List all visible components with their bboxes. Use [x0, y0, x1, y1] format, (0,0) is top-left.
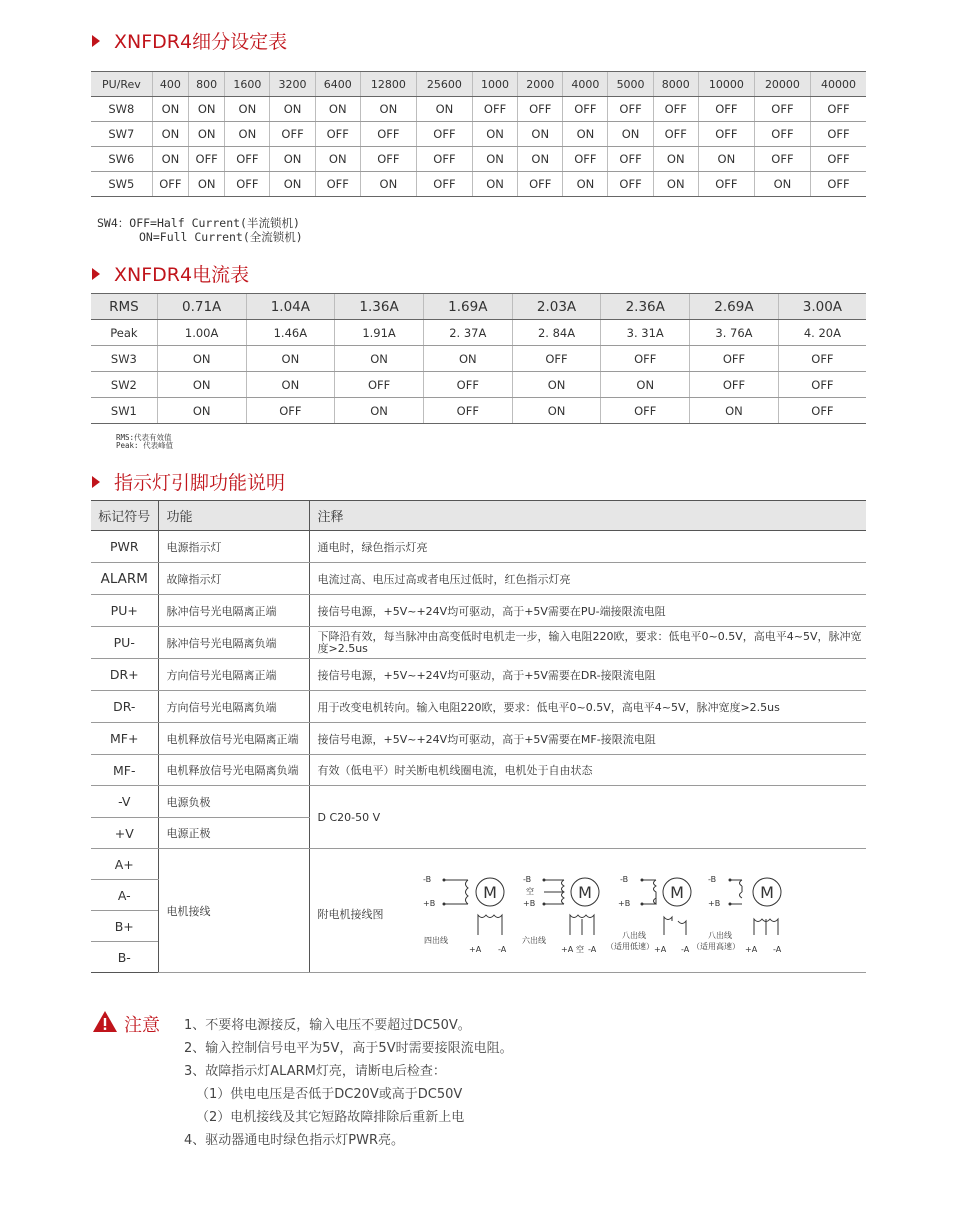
- switch-state: ON: [315, 147, 360, 172]
- switch-state: OFF: [698, 97, 754, 122]
- pin-row: [91, 563, 866, 595]
- switch-state: OFF: [608, 147, 653, 172]
- wiring-label-minusA: -A: [497, 945, 506, 954]
- switch-state: OFF: [810, 122, 866, 147]
- switch-label: SW8: [91, 97, 152, 122]
- row-value: 3. 31A: [601, 320, 690, 346]
- wiring-label-d4b: （适用高速）: [691, 942, 740, 951]
- pin-function: 方向信号光电隔离负端: [158, 691, 309, 723]
- triangle-icon: [92, 268, 100, 280]
- pin-symbol: A+: [91, 849, 158, 880]
- pin-symbol: B+: [91, 911, 158, 942]
- header-function: 功能: [158, 501, 309, 531]
- current-row: [91, 320, 866, 346]
- pin-function: 方向信号光电隔离正端: [158, 659, 309, 691]
- switch-state: ON: [152, 122, 188, 147]
- header-step-value: 1600: [225, 72, 270, 97]
- row-value: 2. 37A: [423, 320, 512, 346]
- wiring-label-plusB: +B: [522, 899, 535, 908]
- row-value: OFF: [601, 346, 690, 372]
- switch-state: OFF: [608, 97, 653, 122]
- switch-state: OFF: [754, 97, 810, 122]
- row-label: SW2: [91, 372, 157, 398]
- switch-state: OFF: [563, 147, 608, 172]
- header-step-value: 1000: [472, 72, 517, 97]
- warning-line: 2、输入控制信号电平为5V，高于5V时需要接限流电阻。: [184, 1041, 513, 1056]
- motor-wiring-label: 附电机接线图: [317, 908, 384, 921]
- pin-table: [91, 500, 866, 973]
- row-value: ON: [157, 346, 246, 372]
- header-step-value: 6400: [315, 72, 360, 97]
- wiring-label-plusA: +A: [653, 945, 666, 954]
- current-row: [91, 372, 866, 398]
- pin-row: [91, 755, 866, 786]
- header-rms-value: 1.69A: [423, 294, 512, 320]
- row-value: OFF: [246, 398, 335, 424]
- header-step-value: 10000: [698, 72, 754, 97]
- current-row: [91, 398, 866, 424]
- row-label: SW1: [91, 398, 157, 424]
- pin-row: [91, 723, 866, 755]
- row-value: 2. 84A: [512, 320, 601, 346]
- switch-state: OFF: [360, 122, 416, 147]
- switch-label: SW5: [91, 172, 152, 197]
- pin-note: 通电时，绿色指示灯亮: [309, 531, 866, 563]
- switch-state: OFF: [754, 147, 810, 172]
- row-value: OFF: [512, 346, 601, 372]
- warning-line: 1、不要将电源接反，输入电压不要超过DC50V。: [184, 1018, 471, 1033]
- switch-state: ON: [472, 147, 517, 172]
- pin-row: [91, 691, 866, 723]
- motor-wiring-diagram: [420, 863, 890, 963]
- microstep-table: [91, 71, 866, 197]
- switch-state: OFF: [225, 172, 270, 197]
- section-title-text: XNFDR4细分设定表: [114, 31, 288, 53]
- switch-state: OFF: [810, 172, 866, 197]
- rms-note: [116, 434, 173, 450]
- row-value: OFF: [690, 372, 779, 398]
- switch-state: OFF: [810, 97, 866, 122]
- pin-symbol: -V: [91, 786, 158, 818]
- pin-symbol: ALARM: [91, 563, 158, 595]
- row-value: OFF: [335, 372, 424, 398]
- row-value: OFF: [778, 346, 866, 372]
- header-rms-value: 0.71A: [157, 294, 246, 320]
- row-value: ON: [246, 372, 335, 398]
- switch-state: OFF: [698, 172, 754, 197]
- section-title-microstep: [92, 27, 287, 54]
- wiring-label-plusB: +B: [617, 899, 630, 908]
- header-symbol: 标记符号: [91, 501, 158, 531]
- header-rms-value: 1.04A: [246, 294, 335, 320]
- switch-state: ON: [472, 122, 517, 147]
- switch-state: OFF: [754, 122, 810, 147]
- switch-state: ON: [189, 97, 225, 122]
- row-value: ON: [690, 398, 779, 424]
- switch-state: ON: [152, 97, 188, 122]
- row-value: ON: [512, 372, 601, 398]
- warning-line: （2）电机接线及其它短路故障排除后重新上电: [196, 1110, 465, 1125]
- switch-label: SW6: [91, 147, 152, 172]
- pin-note: 有效（低电平）时关断电机线圈电流，电机处于自由状态: [309, 755, 866, 786]
- wiring-label-minusB: -B: [619, 875, 628, 884]
- row-value: OFF: [423, 372, 512, 398]
- microstep-row: [91, 147, 866, 172]
- switch-state: OFF: [315, 172, 360, 197]
- header-step-value: 25600: [416, 72, 472, 97]
- warning-line: 4、驱动器通电时绿色指示灯PWR亮。: [184, 1133, 404, 1148]
- section-title-pins: [92, 468, 285, 495]
- microstep-row: [91, 172, 866, 197]
- pin-symbol: DR-: [91, 691, 158, 723]
- pin-symbol: B-: [91, 942, 158, 973]
- switch-state: ON: [416, 97, 472, 122]
- warning-icon: [92, 1010, 118, 1033]
- pin-symbol: MF+: [91, 723, 158, 755]
- switch-state: ON: [653, 172, 698, 197]
- wiring-label-minusB: -B: [707, 875, 716, 884]
- switch-state: ON: [225, 97, 270, 122]
- pin-note: 接信号电源，+5V~+24V均可驱动，高于+5V需要在MF-接限流电阻: [309, 723, 866, 755]
- pin-function: 故障指示灯: [158, 563, 309, 595]
- switch-state: OFF: [518, 97, 563, 122]
- header-step-value: 3200: [270, 72, 315, 97]
- pin-function: 电源指示灯: [158, 531, 309, 563]
- switch-state: OFF: [152, 172, 188, 197]
- header-step-value: 4000: [563, 72, 608, 97]
- header-pu-rev: PU/Rev: [91, 72, 152, 97]
- header-rms-value: 2.69A: [690, 294, 779, 320]
- row-value: ON: [423, 346, 512, 372]
- row-label: SW3: [91, 346, 157, 372]
- switch-state: OFF: [698, 122, 754, 147]
- pin-table-header: [91, 501, 866, 531]
- wiring-label-m: M: [669, 883, 684, 902]
- switch-state: ON: [270, 147, 315, 172]
- row-value: 4. 20A: [778, 320, 866, 346]
- pin-note: 接信号电源，+5V~+24V均可驱动，高于+5V需要在PU-端接限流电阻: [309, 595, 866, 627]
- switch-state: ON: [518, 122, 563, 147]
- switch-state: ON: [608, 122, 653, 147]
- row-value: 1.46A: [246, 320, 335, 346]
- pin-note: 下降沿有效，每当脉冲由高变低时电机走一步，输入电阻220欧，要求：低电平0~0.5V，高电平4~5V，脉冲宽度>2.5us: [309, 627, 866, 659]
- pin-note: 电流过高、电压过高或者电压过低时，红色指示灯亮: [309, 563, 866, 595]
- switch-state: ON: [472, 172, 517, 197]
- wiring-label-minusB: -B: [522, 875, 531, 884]
- current-header-row: [91, 294, 866, 320]
- microstep-row: [91, 122, 866, 147]
- wiring-label-d2: 六出线: [521, 936, 546, 945]
- switch-state: OFF: [472, 97, 517, 122]
- pin-row: [91, 627, 866, 659]
- row-value: ON: [335, 346, 424, 372]
- switch-state: ON: [563, 122, 608, 147]
- row-value: 3. 76A: [690, 320, 779, 346]
- header-step-value: 400: [152, 72, 188, 97]
- switch-state: ON: [754, 172, 810, 197]
- switch-state: OFF: [416, 122, 472, 147]
- warning-line: （1）供电电压是否低于DC20V或高于DC50V: [196, 1087, 463, 1102]
- pin-function: 脉冲信号光电隔离正端: [158, 595, 309, 627]
- wiring-label-plusB: +B: [707, 899, 720, 908]
- pin-function: 电源正极: [158, 818, 309, 849]
- pin-symbol: MF-: [91, 755, 158, 786]
- switch-state: OFF: [416, 172, 472, 197]
- switch-state: OFF: [518, 172, 563, 197]
- header-rms: RMS: [91, 294, 157, 320]
- switch-state: OFF: [810, 147, 866, 172]
- switch-state: OFF: [608, 172, 653, 197]
- pin-symbol: PU-: [91, 627, 158, 659]
- row-value: ON: [512, 398, 601, 424]
- row-value: OFF: [423, 398, 512, 424]
- current-row: [91, 346, 866, 372]
- current-table: [91, 293, 866, 424]
- header-rms-value: 2.03A: [512, 294, 601, 320]
- motor-wiring-cell: [309, 849, 866, 973]
- row-value: OFF: [601, 398, 690, 424]
- warning-line: 3、故障指示灯ALARM灯亮，请断电后检查：: [184, 1064, 446, 1079]
- wiring-label-m: M: [482, 883, 497, 902]
- pin-row: [91, 786, 866, 818]
- row-value: ON: [601, 372, 690, 398]
- wiring-label-kong: 空: [525, 887, 534, 896]
- switch-label: SW7: [91, 122, 152, 147]
- switch-state: OFF: [563, 97, 608, 122]
- section-title-current: [92, 260, 249, 287]
- pin-note: 用于改变电机转向。输入电阻220欧，要求：低电平0~0.5V，高电平4~5V，脉冲宽度>2.5us: [309, 691, 866, 723]
- switch-state: ON: [270, 172, 315, 197]
- pin-symbol: +V: [91, 818, 158, 849]
- wiring-label-kong: 空: [575, 945, 584, 954]
- row-value: OFF: [778, 398, 866, 424]
- switch-state: ON: [698, 147, 754, 172]
- switch-state: ON: [189, 122, 225, 147]
- switch-state: ON: [518, 147, 563, 172]
- switch-state: OFF: [653, 97, 698, 122]
- pin-function: 电机接线: [158, 849, 309, 973]
- wiring-label-d3a: 八出线: [621, 931, 646, 940]
- switch-state: OFF: [315, 122, 360, 147]
- switch-state: ON: [315, 97, 360, 122]
- switch-state: ON: [270, 97, 315, 122]
- pin-note: 接信号电源，+5V~+24V均可驱动，高于+5V需要在DR-接限流电阻: [309, 659, 866, 691]
- pin-symbol: A-: [91, 880, 158, 911]
- header-step-value: 5000: [608, 72, 653, 97]
- pin-symbol: PU+: [91, 595, 158, 627]
- header-step-value: 800: [189, 72, 225, 97]
- header-step-value: 2000: [518, 72, 563, 97]
- header-step-value: 12800: [360, 72, 416, 97]
- section-title-text: 指示灯引脚功能说明: [114, 472, 286, 494]
- row-value: OFF: [690, 346, 779, 372]
- wiring-label-minusB: -B: [422, 875, 431, 884]
- row-value: ON: [335, 398, 424, 424]
- wiring-label-plusA: +A: [744, 945, 757, 954]
- sw4-note-line2: ON=Full Current(全流锁机): [139, 230, 303, 244]
- wiring-label-d3b: （适用低速）: [605, 942, 654, 951]
- header-step-value: 20000: [754, 72, 810, 97]
- wiring-label-minusA: -A: [587, 945, 596, 954]
- pin-row: [91, 531, 866, 563]
- row-label: Peak: [91, 320, 157, 346]
- pin-function: 电源负极: [158, 786, 309, 818]
- row-value: ON: [246, 346, 335, 372]
- triangle-icon: [92, 35, 100, 47]
- rms-note-line1: RMS:代表有效值: [116, 433, 172, 442]
- row-value: 1.00A: [157, 320, 246, 346]
- switch-state: OFF: [189, 147, 225, 172]
- switch-state: ON: [360, 172, 416, 197]
- switch-state: ON: [653, 147, 698, 172]
- switch-state: ON: [225, 122, 270, 147]
- pin-function: 电机释放信号光电隔离负端: [158, 755, 309, 786]
- switch-state: OFF: [225, 147, 270, 172]
- row-value: ON: [157, 372, 246, 398]
- wiring-label-m: M: [577, 883, 592, 902]
- switch-state: OFF: [360, 147, 416, 172]
- microstep-row: [91, 97, 866, 122]
- sw4-note: [97, 216, 303, 244]
- header-note: 注释: [309, 501, 866, 531]
- wiring-label-minusA: -A: [772, 945, 781, 954]
- wiring-label-d4a: 八出线: [707, 931, 732, 940]
- rms-note-line2: Peak: 代表峰值: [116, 441, 174, 450]
- sw4-note-line1: SW4：OFF=Half Current(半流锁机): [97, 216, 300, 230]
- pin-symbol: PWR: [91, 531, 158, 563]
- pin-function: 脉冲信号光电隔离负端: [158, 627, 309, 659]
- pin-function: 电机释放信号光电隔离正端: [158, 723, 309, 755]
- microstep-header-row: [91, 72, 866, 97]
- row-value: 1.91A: [335, 320, 424, 346]
- header-rms-value: 1.36A: [335, 294, 424, 320]
- wiring-label-plusB: +B: [422, 899, 435, 908]
- wiring-label-d1: 四出线: [423, 936, 448, 945]
- section-title-text: XNFDR4电流表: [114, 264, 250, 286]
- switch-state: OFF: [270, 122, 315, 147]
- header-step-value: 8000: [653, 72, 698, 97]
- header-rms-value: 3.00A: [778, 294, 866, 320]
- switch-state: ON: [152, 147, 188, 172]
- switch-state: ON: [563, 172, 608, 197]
- row-value: OFF: [778, 372, 866, 398]
- switch-state: ON: [189, 172, 225, 197]
- switch-state: OFF: [416, 147, 472, 172]
- switch-state: OFF: [653, 122, 698, 147]
- header-rms-value: 2.36A: [601, 294, 690, 320]
- pin-row: [91, 849, 866, 880]
- row-value: ON: [157, 398, 246, 424]
- wiring-label-minusA: -A: [680, 945, 689, 954]
- triangle-icon: [92, 476, 100, 488]
- pin-note: D C20-50 V: [309, 786, 866, 849]
- pin-row: [91, 659, 866, 691]
- wiring-label-plusA: +A: [560, 945, 573, 954]
- wiring-label-m: M: [759, 883, 774, 902]
- warning-title: 注意: [124, 1015, 160, 1036]
- pin-symbol: DR+: [91, 659, 158, 691]
- header-step-value: 40000: [810, 72, 866, 97]
- switch-state: ON: [360, 97, 416, 122]
- pin-row: [91, 595, 866, 627]
- wiring-label-plusA: +A: [468, 945, 481, 954]
